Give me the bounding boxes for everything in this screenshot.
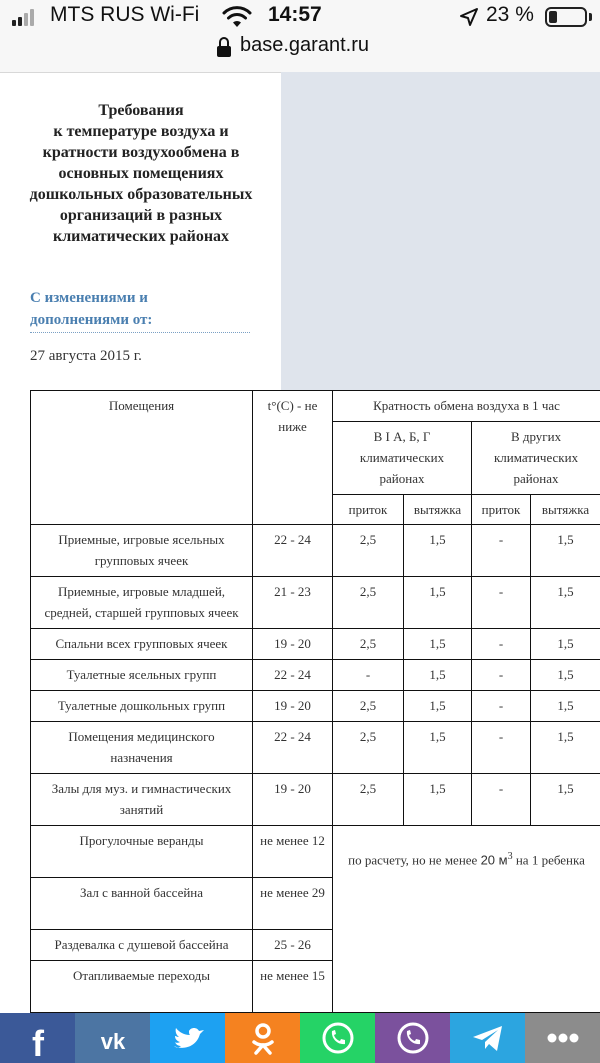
temperature-cell: 22 - 24 bbox=[253, 660, 333, 691]
exhaust-cell: 1,5 bbox=[531, 577, 600, 629]
temperature-cell: 21 - 23 bbox=[253, 577, 333, 629]
note-amount: 20 м bbox=[480, 852, 508, 868]
inflow-cell: 2,5 bbox=[333, 577, 404, 629]
header-inflow: приток bbox=[333, 495, 404, 525]
inflow-cell: 2,5 bbox=[333, 691, 404, 722]
inflow-cell: - bbox=[472, 660, 531, 691]
table-row bbox=[31, 577, 600, 629]
table-row bbox=[31, 525, 600, 577]
table-row bbox=[31, 629, 600, 660]
title-line: к температуре воздуха и кратности воздухообмена в основных помещениях дошкольных образовательных организаций в разных климатических районах bbox=[29, 123, 253, 245]
exhaust-cell: 1,5 bbox=[531, 774, 600, 826]
title-line: Требования bbox=[98, 102, 184, 119]
room-cell: Приемные, игровые ясельных групповых ячеек bbox=[31, 525, 253, 577]
share-whatsapp-button[interactable] bbox=[300, 1013, 375, 1063]
exhaust-cell: 1,5 bbox=[404, 774, 472, 826]
more-icon bbox=[543, 1018, 583, 1058]
vkontakte-icon bbox=[93, 1018, 133, 1058]
room-cell: Помещения медицинского назначения bbox=[31, 722, 253, 774]
header-region-a: В I А, Б, Г климатических районах bbox=[333, 422, 472, 495]
table-row bbox=[31, 660, 600, 691]
inflow-cell: - bbox=[472, 525, 531, 577]
exhaust-cell: 1,5 bbox=[404, 660, 472, 691]
inflow-cell: 2,5 bbox=[333, 722, 404, 774]
changes-link[interactable]: С изменениями и дополнениями от: bbox=[30, 287, 250, 333]
temperature-cell: 19 - 20 bbox=[253, 629, 333, 660]
room-cell: Туалетные дошкольных групп bbox=[31, 691, 253, 722]
temperature-cell: 22 - 24 bbox=[253, 722, 333, 774]
temperature-cell: 19 - 20 bbox=[253, 691, 333, 722]
table-header-row bbox=[31, 391, 600, 422]
facebook-icon bbox=[18, 1018, 58, 1058]
room-cell: Туалетные ясельных групп bbox=[31, 660, 253, 691]
document-date: 27 августа 2015 г. bbox=[30, 348, 142, 364]
share-bar bbox=[0, 1013, 600, 1063]
room-cell: Залы для муз. и гимнастических занятий bbox=[31, 774, 253, 826]
inflow-cell: - bbox=[333, 660, 404, 691]
telegram-icon bbox=[468, 1018, 508, 1058]
note-power: 3 bbox=[507, 851, 513, 862]
exhaust-cell: 1,5 bbox=[404, 577, 472, 629]
document-title bbox=[20, 100, 262, 247]
odnoklassniki-icon bbox=[243, 1018, 283, 1058]
svg-text:vk: vk bbox=[100, 1029, 125, 1054]
table-row bbox=[31, 826, 600, 878]
exhaust-cell: 1,5 bbox=[531, 660, 600, 691]
battery-level bbox=[549, 11, 557, 23]
share-viber-button[interactable] bbox=[375, 1013, 450, 1063]
twitter-icon bbox=[168, 1018, 208, 1058]
inflow-cell: 2,5 bbox=[333, 774, 404, 826]
exhaust-cell: 1,5 bbox=[531, 722, 600, 774]
share-telegram-button[interactable] bbox=[450, 1013, 525, 1063]
inflow-cell: 2,5 bbox=[333, 525, 404, 577]
inflow-cell: - bbox=[472, 691, 531, 722]
table-row bbox=[31, 722, 600, 774]
temperature-cell: не менее 12 bbox=[253, 826, 333, 878]
exhaust-cell: 1,5 bbox=[531, 691, 600, 722]
share-more-button[interactable] bbox=[525, 1013, 600, 1063]
side-panel bbox=[281, 72, 600, 390]
whatsapp-icon bbox=[318, 1018, 358, 1058]
table-row bbox=[31, 774, 600, 826]
share-facebook-button[interactable] bbox=[0, 1013, 75, 1063]
clock: 14:57 bbox=[268, 3, 322, 26]
cellular-signal-icon bbox=[12, 8, 34, 26]
header-room: Помещения bbox=[31, 391, 253, 525]
temperature-cell: 25 - 26 bbox=[253, 930, 333, 961]
note-text: на 1 ребенка bbox=[512, 852, 585, 868]
room-cell: Приемные, игровые младшей, средней, старшей групповых ячеек bbox=[31, 577, 253, 629]
room-cell: Зал с ванной бассейна bbox=[31, 878, 253, 930]
header-inflow: приток bbox=[472, 495, 531, 525]
temperature-cell: 19 - 20 bbox=[253, 774, 333, 826]
temperature-cell: не менее 15 bbox=[253, 961, 333, 1013]
header-temperature: t°(C) - не ниже bbox=[253, 391, 333, 525]
address-bar-url[interactable]: base.garant.ru bbox=[240, 34, 369, 56]
header-exhaust: вытяжка bbox=[531, 495, 600, 525]
ventilation-note-cell bbox=[333, 826, 600, 1013]
exhaust-cell: 1,5 bbox=[404, 722, 472, 774]
note-text: по расчету, но не менее bbox=[348, 852, 481, 868]
viber-icon bbox=[393, 1018, 433, 1058]
battery-percentage: 23 % bbox=[486, 3, 534, 26]
room-cell: Спальни всех групповых ячеек bbox=[31, 629, 253, 660]
exhaust-cell: 1,5 bbox=[404, 691, 472, 722]
temperature-cell: не менее 29 bbox=[253, 878, 333, 930]
wifi-icon bbox=[222, 6, 252, 28]
lock-icon bbox=[216, 36, 232, 58]
svg-text:f: f bbox=[31, 1023, 44, 1058]
inflow-cell: - bbox=[472, 577, 531, 629]
share-twitter-button[interactable] bbox=[150, 1013, 225, 1063]
exhaust-cell: 1,5 bbox=[531, 629, 600, 660]
table-row bbox=[31, 691, 600, 722]
exhaust-cell: 1,5 bbox=[531, 525, 600, 577]
status-bar bbox=[0, 0, 600, 73]
inflow-cell: 2,5 bbox=[333, 629, 404, 660]
temperature-cell: 22 - 24 bbox=[253, 525, 333, 577]
battery-cap bbox=[589, 13, 592, 21]
inflow-cell: - bbox=[472, 722, 531, 774]
inflow-cell: - bbox=[472, 629, 531, 660]
location-arrow-icon bbox=[458, 6, 480, 28]
carrier-name: MTS RUS Wi-Fi bbox=[50, 3, 200, 26]
requirements-table bbox=[30, 390, 600, 1013]
exhaust-cell: 1,5 bbox=[404, 525, 472, 577]
share-vkontakte-button[interactable] bbox=[75, 1013, 150, 1063]
exhaust-cell: 1,5 bbox=[404, 629, 472, 660]
room-cell: Раздевалка с душевой бассейна bbox=[31, 930, 253, 961]
header-air-exchange: Кратность обмена воздуха в 1 час bbox=[333, 391, 600, 422]
share-odnoklassniki-button[interactable] bbox=[225, 1013, 300, 1063]
room-cell: Прогулочные веранды bbox=[31, 826, 253, 878]
header-region-other: В других климатических районах bbox=[472, 422, 600, 495]
inflow-cell: - bbox=[472, 774, 531, 826]
battery-icon bbox=[545, 7, 587, 27]
room-cell: Отапливаемые переходы bbox=[31, 961, 253, 1013]
header-exhaust: вытяжка bbox=[404, 495, 472, 525]
